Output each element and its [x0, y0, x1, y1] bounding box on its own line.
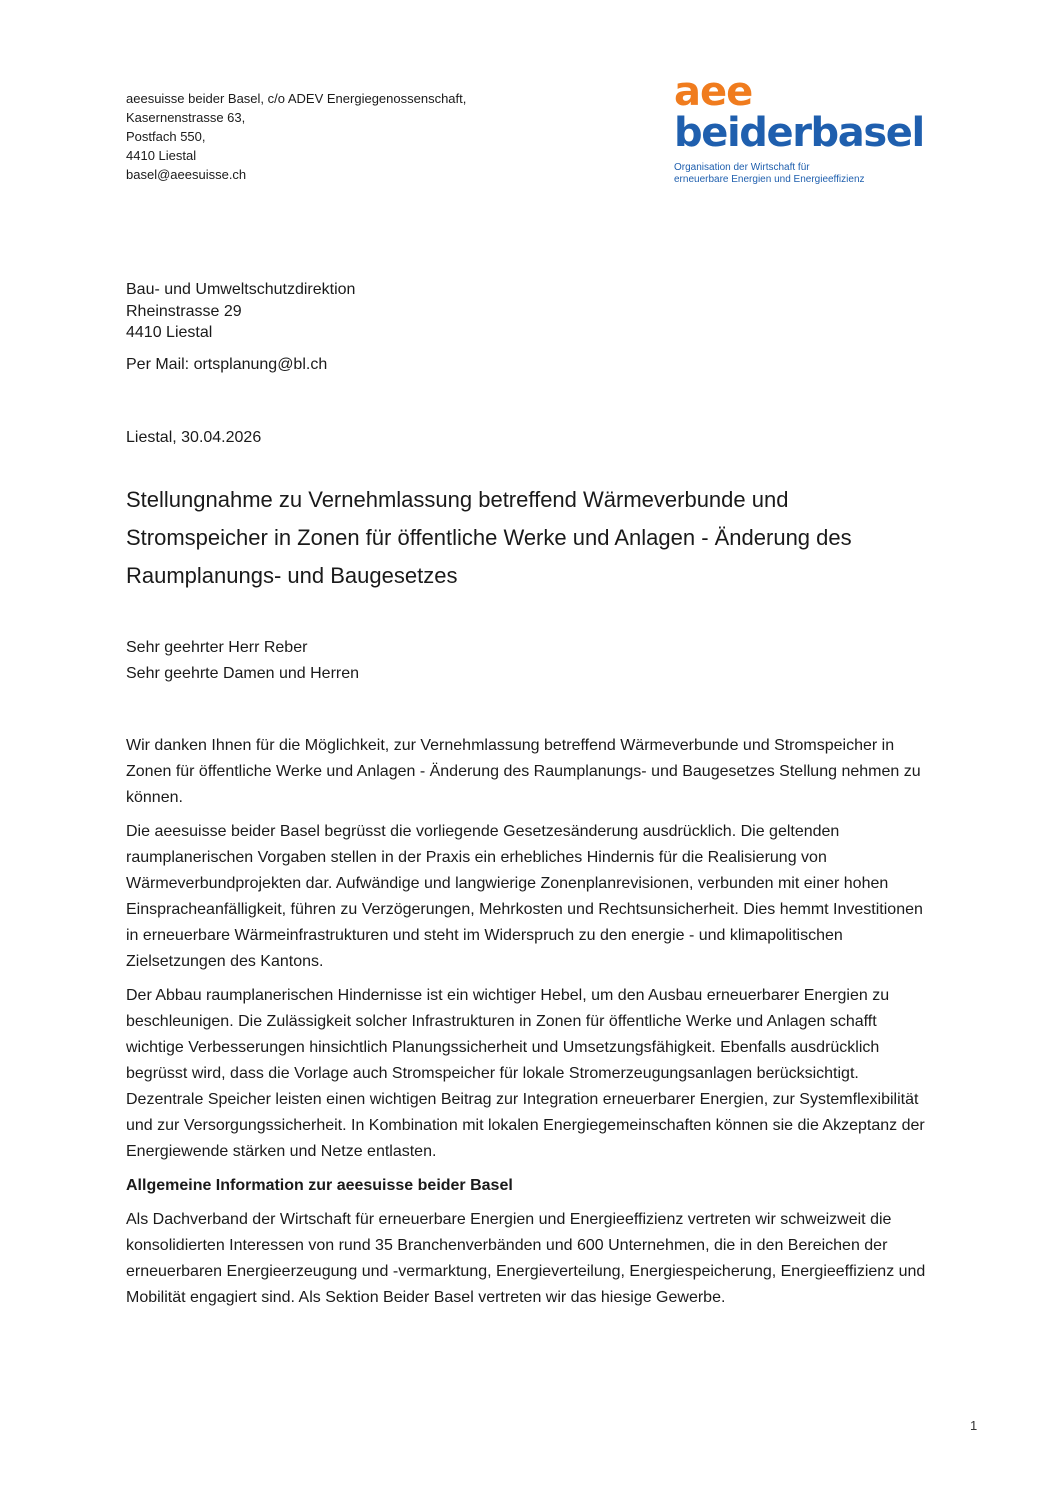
letter-date: Liestal, 30.04.2026 — [126, 429, 262, 446]
logo-bottom-word: beiderbasel — [674, 110, 924, 156]
salutation — [126, 635, 359, 687]
sender-line: Postfach 550, — [126, 129, 206, 144]
page-number: 1 — [970, 1418, 978, 1433]
sender-address — [126, 89, 466, 184]
recipient-line: 4410 Liestal — [126, 324, 213, 341]
sender-line: aeesuisse beider Basel, c/o ADEV Energiegenossenschaft, — [126, 91, 467, 106]
body-paragraph-3: Der Abbau raumplanerischen Hindernisse ist ein wichtiger Hebel, um den Ausbau erneuerbarer Energien zu beschleunigen. Die Zulässigkeit solcher Infrastrukturen in Zonen für öffentliche Werke und Anlagen schafft wichtige Verbesserungen hinsichtlich Planungssicherheit und Umsetzungsfähigkeit. Ebenfalls ausdrücklich begrüsst wird, dass die Vorlage auch Stromspeicher für lokale Stromerzeugungsanlagen berücksichtigt. Dezentrale Speicher leisten einen wichtigen Beitrag zur Integration erneuerbarer Energien, zur Systemflexibilität und zur Versorgungssicherheit. In Kombination mit lokalen Energiegemeinschaften können sie die Akzeptanz der Energiewende stärken und Netze entlasten. — [126, 987, 925, 1160]
sender-line: 4410 Liestal — [126, 148, 197, 163]
body-paragraph-2: Die aeesuisse beider Basel begrüsst die vorliegende Gesetzesänderung ausdrücklich. Die geltenden raumplanerischen Vorgaben stellen in der Praxis ein erhebliches Hindernis für die Realisierung von Wärmeverbundprojekten dar. Aufwändige und langwierige Zonenplanrevisionen, verbunden mit einer hohen Einspracheanfälligkeit, führen zu Verzögerungen, Mehrkosten und Rechtsunsicherheit. Dies hemmt Investitionen in erneuerbare Wärmeinfrastrukturen und steht im Widerspruch zu den energie - und klimapolitischen Zielsetzungen des Kantons. — [126, 823, 923, 970]
logo-tagline-line-2: erneuerbare Energien und Energieeffizienz — [674, 174, 865, 185]
recipient-line: Rheinstrasse 29 — [126, 302, 242, 320]
salutation-line-1: Sehr geehrter Herr Reber — [126, 639, 308, 656]
salutation-line-2: Sehr geehrte Damen und Herren — [126, 665, 360, 682]
recipient-mail: Per Mail: ortsplanung@bl.ch — [126, 355, 328, 373]
recipient-address — [126, 279, 355, 375]
logo-top-word: aee — [674, 69, 753, 115]
letter-title: Stellungnahme zu Vernehmlassung betreffend Wärmeverbunde und Stromspeicher in Zonen für öffentliche Werke und Anlagen - Änderung des Raumplanungs- und Baugesetzes — [126, 487, 852, 588]
logo-tagline-line-1: Organisation der Wirtschaft für — [674, 162, 810, 173]
section-heading: Allgemeine Information zur aeesuisse beider Basel — [126, 1177, 513, 1194]
letter-body — [126, 733, 936, 1319]
body-paragraph-4: Als Dachverband der Wirtschaft für erneuerbare Energien und Energieeffizienz vertreten wir schweizweit die konsolidierten Interessen von rund 35 Branchenverbänden und 600 Unternehmen, die in den Bereichen der erneuerbaren Energieerzeugung und -vermarktung, Energieverteilung, Energiespeicherung, Energieeffizienz und Mobilität engagiert sind. Als Sektion Beider Basel vertreten wir das hiesige Gewerbe. — [126, 1211, 926, 1306]
organization-logo — [674, 69, 974, 186]
sender-line: Kasernenstrasse 63, — [126, 110, 246, 125]
recipient-line: Bau- und Umweltschutzdirektion — [126, 281, 356, 298]
body-paragraph-1: Wir danken Ihnen für die Möglichkeit, zur Vernehmlassung betreffend Wärmeverbunde und Stromspeicher in Zonen für öffentliche Werke und Anlagen - Änderung des Raumplanungs- und Baugesetzes Stellung nehmen zu können. — [126, 737, 921, 806]
sender-email: basel@aeesuisse.ch — [126, 167, 247, 182]
